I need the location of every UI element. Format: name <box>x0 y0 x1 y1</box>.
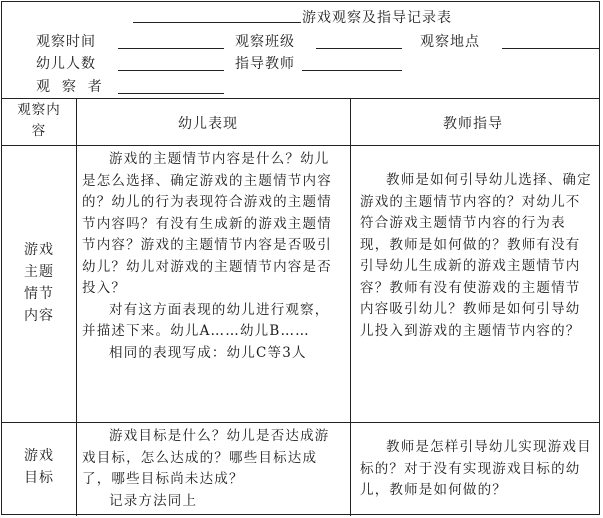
count-field[interactable] <box>118 70 224 71</box>
place-label: 观察地点 <box>420 34 480 50</box>
observer-label: 观 察 者 <box>36 79 103 95</box>
child-paragraph: 相同的表现写成：幼儿C等3人 <box>109 344 307 361</box>
row-divider <box>2 422 599 423</box>
col-header-observation: 观察内容 <box>17 102 61 139</box>
form-title: 游戏观察及指导记录表 <box>302 10 452 26</box>
table-top-border <box>2 98 599 99</box>
teacher-paragraph: 教师是如何引导幼儿选择、确定游戏的主题情节内容的？对幼儿不符合游戏主题情节内容的行为表现，教师是如何做的？教师有没有引导幼儿生成新的游戏主题情节内容？教师有没有使游戏的主题情节内容吸引幼儿？教师是如何引导幼儿投入到游戏的主题情节内容的？ <box>360 172 592 339</box>
time-label: 观察时间 <box>36 34 96 50</box>
row-category-plot: 游戏主题情节内容 <box>24 242 54 324</box>
column-divider-1 <box>76 98 77 516</box>
teacher-label: 指导教师 <box>235 56 295 72</box>
col-header-child: 幼儿表现 <box>178 116 238 132</box>
header-row-border <box>2 145 599 146</box>
record-form <box>1 1 600 515</box>
class-label: 观察班级 <box>235 34 295 50</box>
place-field[interactable] <box>502 48 599 49</box>
column-divider-2 <box>350 98 351 516</box>
observer-field[interactable] <box>118 93 224 94</box>
child-paragraph: 游戏目标是什么？幼儿是否达成游戏目标，怎么达成的？哪些目标达成了，哪些目标尚未达成？ <box>82 428 330 487</box>
teacher-guidance-plot <box>360 170 594 342</box>
child-performance-goal <box>82 426 344 512</box>
child-performance-plot <box>82 149 344 364</box>
count-label: 幼儿人数 <box>36 56 96 72</box>
col-header-teacher: 教师指导 <box>443 116 503 132</box>
title-blank-line[interactable] <box>133 22 301 23</box>
time-field[interactable] <box>118 48 224 49</box>
child-paragraph: 记录方法同上 <box>109 492 198 509</box>
teacher-guidance-goal <box>360 437 594 502</box>
teacher-paragraph: 教师是怎样引导幼儿实现游戏目标的？对于没有实现游戏目标的幼儿，教师是如何做的？ <box>360 439 592 498</box>
teacher-field[interactable] <box>302 70 402 71</box>
row-category-goal: 游戏目标 <box>24 448 54 486</box>
class-field[interactable] <box>316 48 402 49</box>
child-paragraph: 游戏的主题情节内容是什么？幼儿是怎么选择、确定游戏的主题情节内容的？幼儿的行为表现符合游戏的主题情节内容吗？有没有生成新的游戏主题情节内容？游戏的主题情节内容是否吸引幼儿？幼儿对游戏的主题情节内容是否投入？ <box>82 151 332 296</box>
child-paragraph: 对有这方面表现的幼儿进行观察，并描述下来。幼儿A……幼儿B…… <box>82 301 330 339</box>
